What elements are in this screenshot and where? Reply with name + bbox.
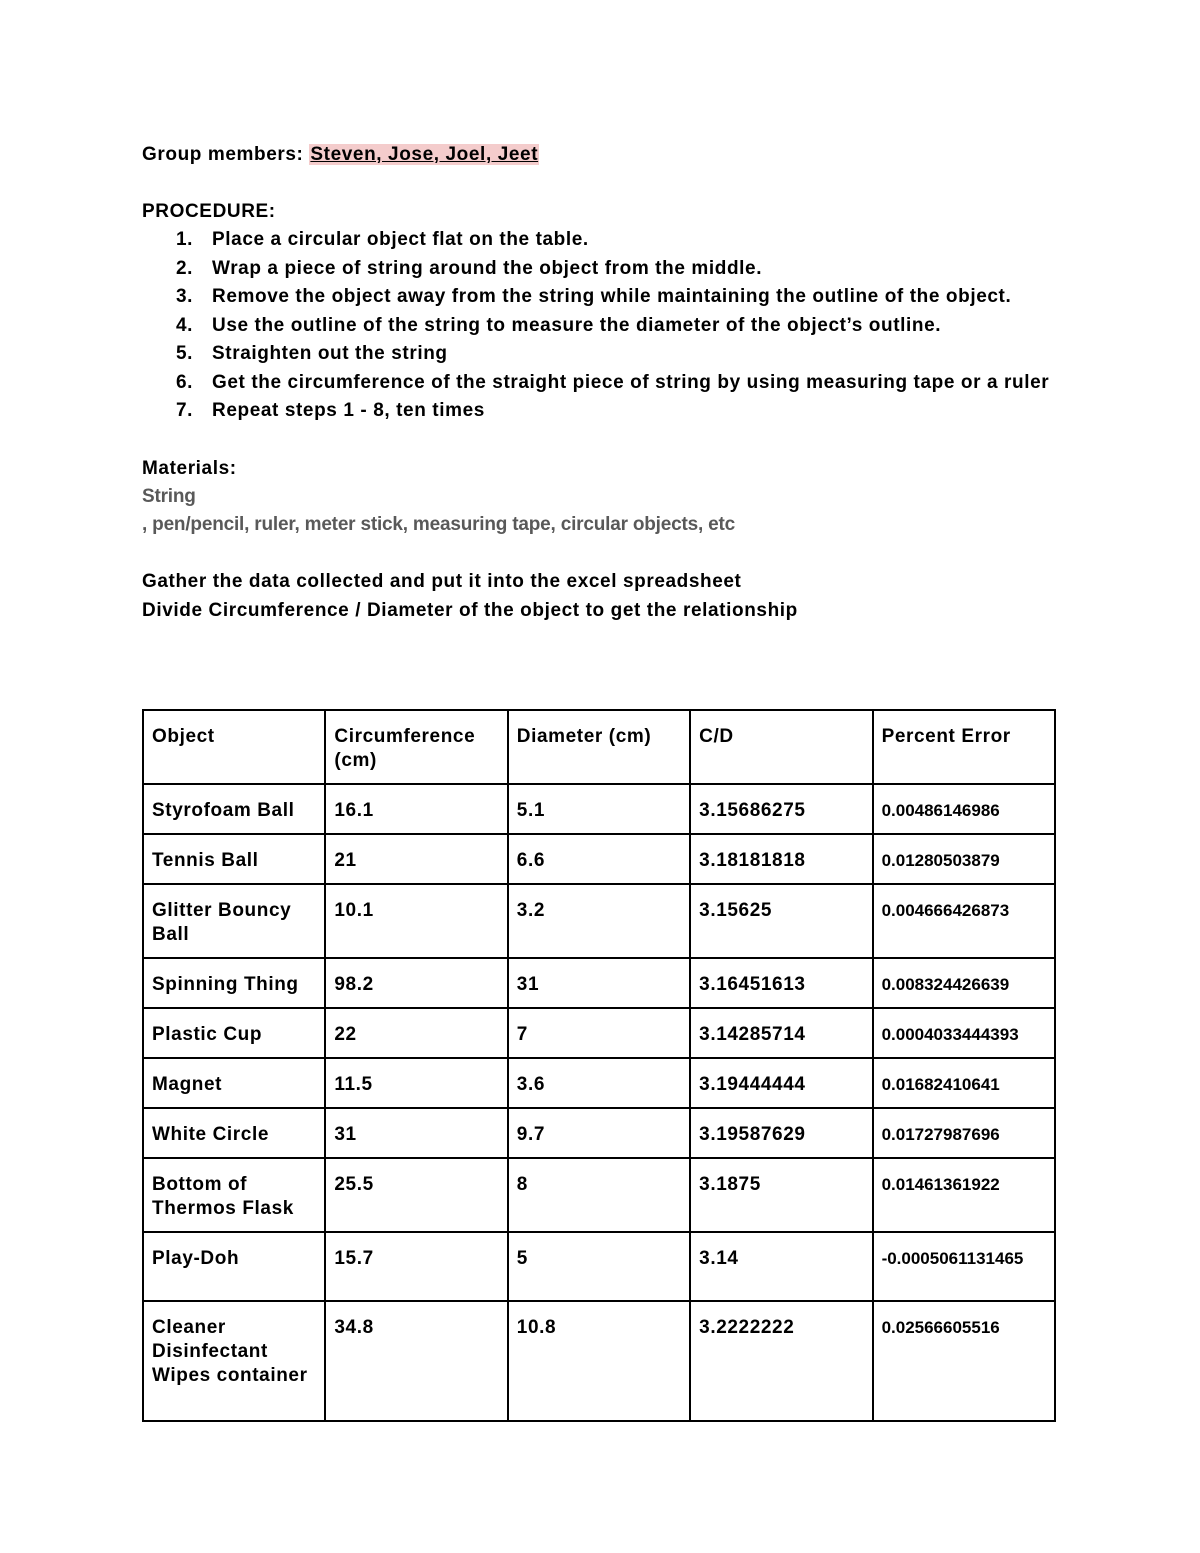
cell-diameter: 3.2 bbox=[508, 884, 690, 958]
table-row bbox=[143, 1008, 1055, 1058]
materials-line-2: , pen/pencil, ruler, meter stick, measuring tape, circular objects, etc bbox=[142, 513, 735, 535]
procedure-step: 5. Straighten out the string bbox=[176, 343, 448, 364]
cell-c-over-d: 3.2222222 bbox=[690, 1301, 872, 1421]
cell-object: Cleaner Disinfectant Wipes container bbox=[143, 1301, 325, 1421]
cell-object: Bottom of Thermos Flask bbox=[143, 1158, 325, 1232]
cell-object: Spinning Thing bbox=[143, 958, 325, 1008]
cell-diameter: 5 bbox=[508, 1232, 690, 1301]
cell-circumference: 11.5 bbox=[325, 1058, 507, 1108]
cell-c-over-d: 3.15625 bbox=[690, 884, 872, 958]
procedure-steps bbox=[142, 226, 1058, 426]
header-percent-error: Percent Error bbox=[873, 710, 1055, 784]
cell-circumference: 21 bbox=[325, 834, 507, 884]
instruction-line-2: Divide Circumference / Diameter of the object to get the relationship bbox=[142, 599, 798, 621]
header-circumference: Circumference (cm) bbox=[325, 710, 507, 784]
table-row bbox=[143, 1108, 1055, 1158]
cell-diameter: 3.6 bbox=[508, 1058, 690, 1108]
cell-percent-error: 0.01727987696 bbox=[873, 1108, 1055, 1158]
cell-diameter: 6.6 bbox=[508, 834, 690, 884]
cell-circumference: 31 bbox=[325, 1108, 507, 1158]
cell-object: Tennis Ball bbox=[143, 834, 325, 884]
cell-c-over-d: 3.16451613 bbox=[690, 958, 872, 1008]
cell-percent-error: 0.01461361922 bbox=[873, 1158, 1055, 1232]
cell-diameter: 8 bbox=[508, 1158, 690, 1232]
cell-c-over-d: 3.19587629 bbox=[690, 1108, 872, 1158]
materials-title: Materials: bbox=[142, 457, 237, 479]
cell-percent-error: 0.004666426873 bbox=[873, 884, 1055, 958]
table-row bbox=[143, 1058, 1055, 1108]
cell-diameter: 10.8 bbox=[508, 1301, 690, 1421]
cell-percent-error: 0.02566605516 bbox=[873, 1301, 1055, 1421]
procedure-step: 7. Repeat steps 1 - 8, ten times bbox=[176, 400, 485, 421]
cell-diameter: 7 bbox=[508, 1008, 690, 1058]
instruction-line-1: Gather the data collected and put it into the excel spreadsheet bbox=[142, 570, 742, 592]
cell-c-over-d: 3.14285714 bbox=[690, 1008, 872, 1058]
header-object: Object bbox=[143, 710, 325, 784]
cell-c-over-d: 3.14 bbox=[690, 1232, 872, 1301]
table-row bbox=[143, 1232, 1055, 1301]
cell-object: Magnet bbox=[143, 1058, 325, 1108]
group-members-names: Steven, Jose, Joel, Jeet bbox=[310, 144, 539, 165]
cell-percent-error: 0.0004033444393 bbox=[873, 1008, 1055, 1058]
table-row bbox=[143, 1158, 1055, 1232]
procedure-step: 3. Remove the object away from the string while maintaining the outline of the object. bbox=[176, 286, 1012, 307]
cell-object: Play-Doh bbox=[143, 1232, 325, 1301]
procedure-step: 6. Get the circumference of the straight piece of string by using measuring tape or a ruler bbox=[176, 371, 1050, 393]
cell-diameter: 31 bbox=[508, 958, 690, 1008]
cell-diameter: 5.1 bbox=[508, 784, 690, 834]
cell-c-over-d: 3.15686275 bbox=[690, 784, 872, 834]
table-row bbox=[143, 1301, 1055, 1421]
cell-percent-error: 0.008324426639 bbox=[873, 958, 1055, 1008]
procedure-title: PROCEDURE: bbox=[142, 201, 276, 222]
table-row bbox=[143, 884, 1055, 958]
materials-line-1: String bbox=[142, 485, 196, 507]
cell-diameter: 9.7 bbox=[508, 1108, 690, 1158]
cell-circumference: 15.7 bbox=[325, 1232, 507, 1301]
table-row bbox=[143, 958, 1055, 1008]
cell-object: White Circle bbox=[143, 1108, 325, 1158]
cell-percent-error: -0.0005061131465 bbox=[873, 1232, 1055, 1301]
header-diameter: Diameter (cm) bbox=[508, 710, 690, 784]
data-table bbox=[142, 709, 1056, 1422]
document-page bbox=[142, 140, 1058, 625]
header-c-over-d: C/D bbox=[690, 710, 872, 784]
cell-object: Glitter Bouncy Ball bbox=[143, 884, 325, 958]
cell-percent-error: 0.01682410641 bbox=[873, 1058, 1055, 1108]
cell-circumference: 98.2 bbox=[325, 958, 507, 1008]
cell-percent-error: 0.00486146986 bbox=[873, 784, 1055, 834]
table-row bbox=[143, 784, 1055, 834]
table-header-row bbox=[143, 710, 1055, 784]
procedure-step: 4. Use the outline of the string to measure the diameter of the object’s outline. bbox=[176, 314, 942, 336]
group-members-label: Group members: bbox=[142, 144, 304, 165]
cell-c-over-d: 3.19444444 bbox=[690, 1058, 872, 1108]
table-row bbox=[143, 834, 1055, 884]
cell-circumference: 10.1 bbox=[325, 884, 507, 958]
cell-circumference: 16.1 bbox=[325, 784, 507, 834]
group-members-line bbox=[142, 140, 1058, 169]
cell-circumference: 34.8 bbox=[325, 1301, 507, 1421]
cell-c-over-d: 3.1875 bbox=[690, 1158, 872, 1232]
cell-object: Styrofoam Ball bbox=[143, 784, 325, 834]
cell-c-over-d: 3.18181818 bbox=[690, 834, 872, 884]
cell-object: Plastic Cup bbox=[143, 1008, 325, 1058]
cell-percent-error: 0.01280503879 bbox=[873, 834, 1055, 884]
cell-circumference: 25.5 bbox=[325, 1158, 507, 1232]
procedure-step: 2. Wrap a piece of string around the object from the middle. bbox=[176, 257, 763, 279]
cell-circumference: 22 bbox=[325, 1008, 507, 1058]
procedure-step: 1. Place a circular object flat on the table. bbox=[176, 229, 589, 250]
